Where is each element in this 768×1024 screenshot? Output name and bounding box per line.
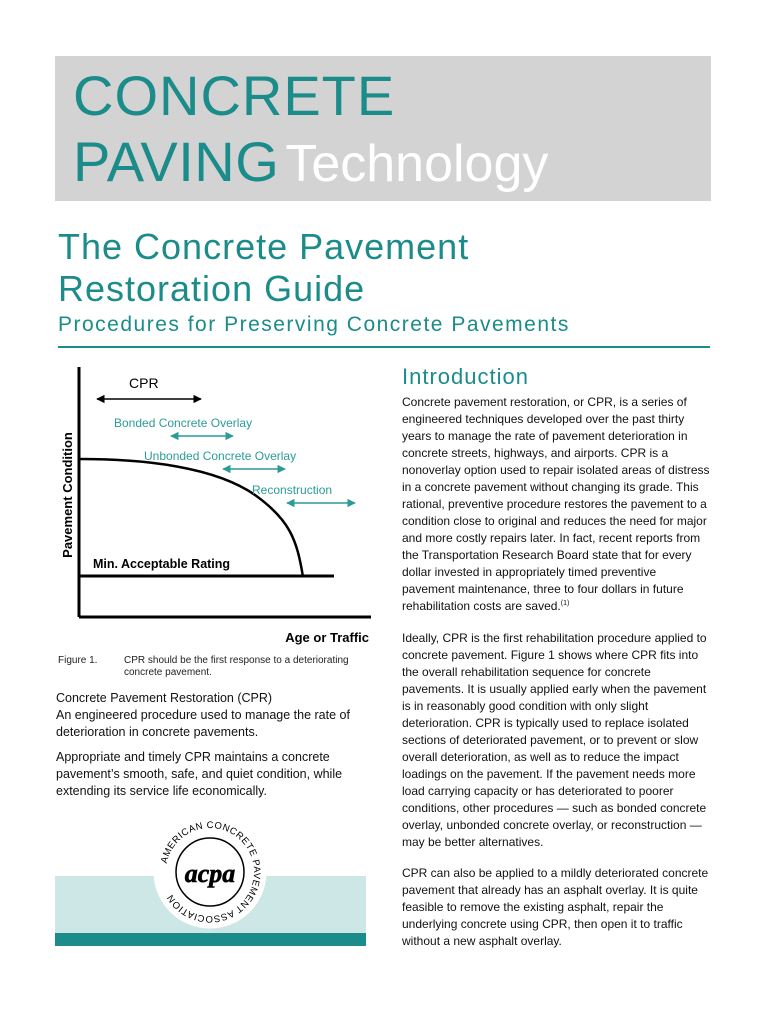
intro-paragraph-2: Ideally, CPR is the first rehabilitation procedure applied to concrete pavement. Figure 1 shows where CPR fits into the overall rehabilitation sequence for concrete pavements. It is usually applied early when the pavement is in reasonably good condition with only slight deterioration. CPR is typically used to replace isolated sections of deteriorated pavement, or to prevent or slow overall deterioration, as well as to reduce the impact loadings on the pavement. If the pavement needs more load carrying capacity or has deteriorated to poorer conditions, other procedures — such as bonded concrete overlay, unbonded concrete overlay, or reconstruction — may be better alternatives.	[402, 631, 707, 849]
y-axis-label: Pavement Condition	[60, 432, 75, 558]
acpa-logo	[150, 812, 270, 932]
introduction-heading: Introduction	[402, 364, 529, 389]
caption-number: Figure 1.	[58, 655, 98, 666]
cpr-heading: Concrete Pavement Restoration (CPR)	[56, 691, 273, 705]
title-line-1: The Concrete Pavement	[58, 226, 470, 267]
bonded-overlay-label: Bonded Concrete Overlay	[114, 416, 253, 430]
intro-paragraph-3: CPR can also be applied to a mildly deteriorated concrete pavement that already has an asphalt overlay. It is quite feasible to remove the existing asphalt, repair the underlying concrete using CPR, then open it to traffic without a new asphalt overlay.	[402, 866, 709, 948]
figure-1-diagram	[55, 355, 375, 650]
title-line-2: Restoration Guide	[58, 268, 366, 309]
reference-1: (1)	[560, 600, 570, 607]
x-axis-label: Age or Traffic	[285, 630, 369, 645]
masthead-technology: Technology	[285, 135, 549, 193]
caption-text: CPR should be the first response to a deteriorating concrete pavement.	[124, 655, 349, 678]
masthead-line2	[73, 130, 548, 196]
masthead-banner	[55, 56, 711, 201]
intro-paragraph-1	[402, 394, 710, 615]
footer-band-dark	[55, 933, 366, 946]
masthead-concrete: CONCRETE	[73, 64, 396, 127]
unbonded-overlay-label: Unbonded Concrete Overlay	[144, 449, 297, 463]
document-title	[58, 226, 718, 310]
title-divider	[58, 346, 710, 348]
cpr-label: CPR	[129, 375, 159, 391]
logo-ring-text: AMERICAN CONCRETE PAVEMENT ASSOCIATION	[158, 819, 263, 925]
logo-mark: acpa	[184, 859, 236, 888]
cpr-maintains-text: Appropriate and timely CPR maintains a concrete pavement’s smooth, safe, and quiet condition, while extending its service life economically.	[56, 750, 343, 798]
intro-paragraph-1-text: Concrete pavement restoration, or CPR, is a series of engineered techniques developed over the past thirty years to manage the rate of pavement deterioration in concrete streets, highways, and airports. CPR is a nonoverlay option used to repair isolated areas of distress in a concrete pavement without changing its grade. This rational, preventive procedure restores the pavement to a condition close to original and reduces the need for major and more costly repairs later. In fact, recent reports from the Transportation Research Board state that for every dollar invested in appropriately timed preventive pavement maintenance, three to four dollars in future rehabilitation costs are saved.	[402, 395, 710, 613]
reconstruction-label: Reconstruction	[252, 483, 333, 497]
document-subtitle: Procedures for Preserving Concrete Pavements	[58, 313, 570, 336]
cpr-definition: An engineered procedure used to manage the rate of deterioration in concrete pavements.	[56, 708, 350, 739]
masthead-paving: PAVING	[73, 130, 280, 193]
min-rating-label: Min. Acceptable Rating	[93, 557, 231, 571]
